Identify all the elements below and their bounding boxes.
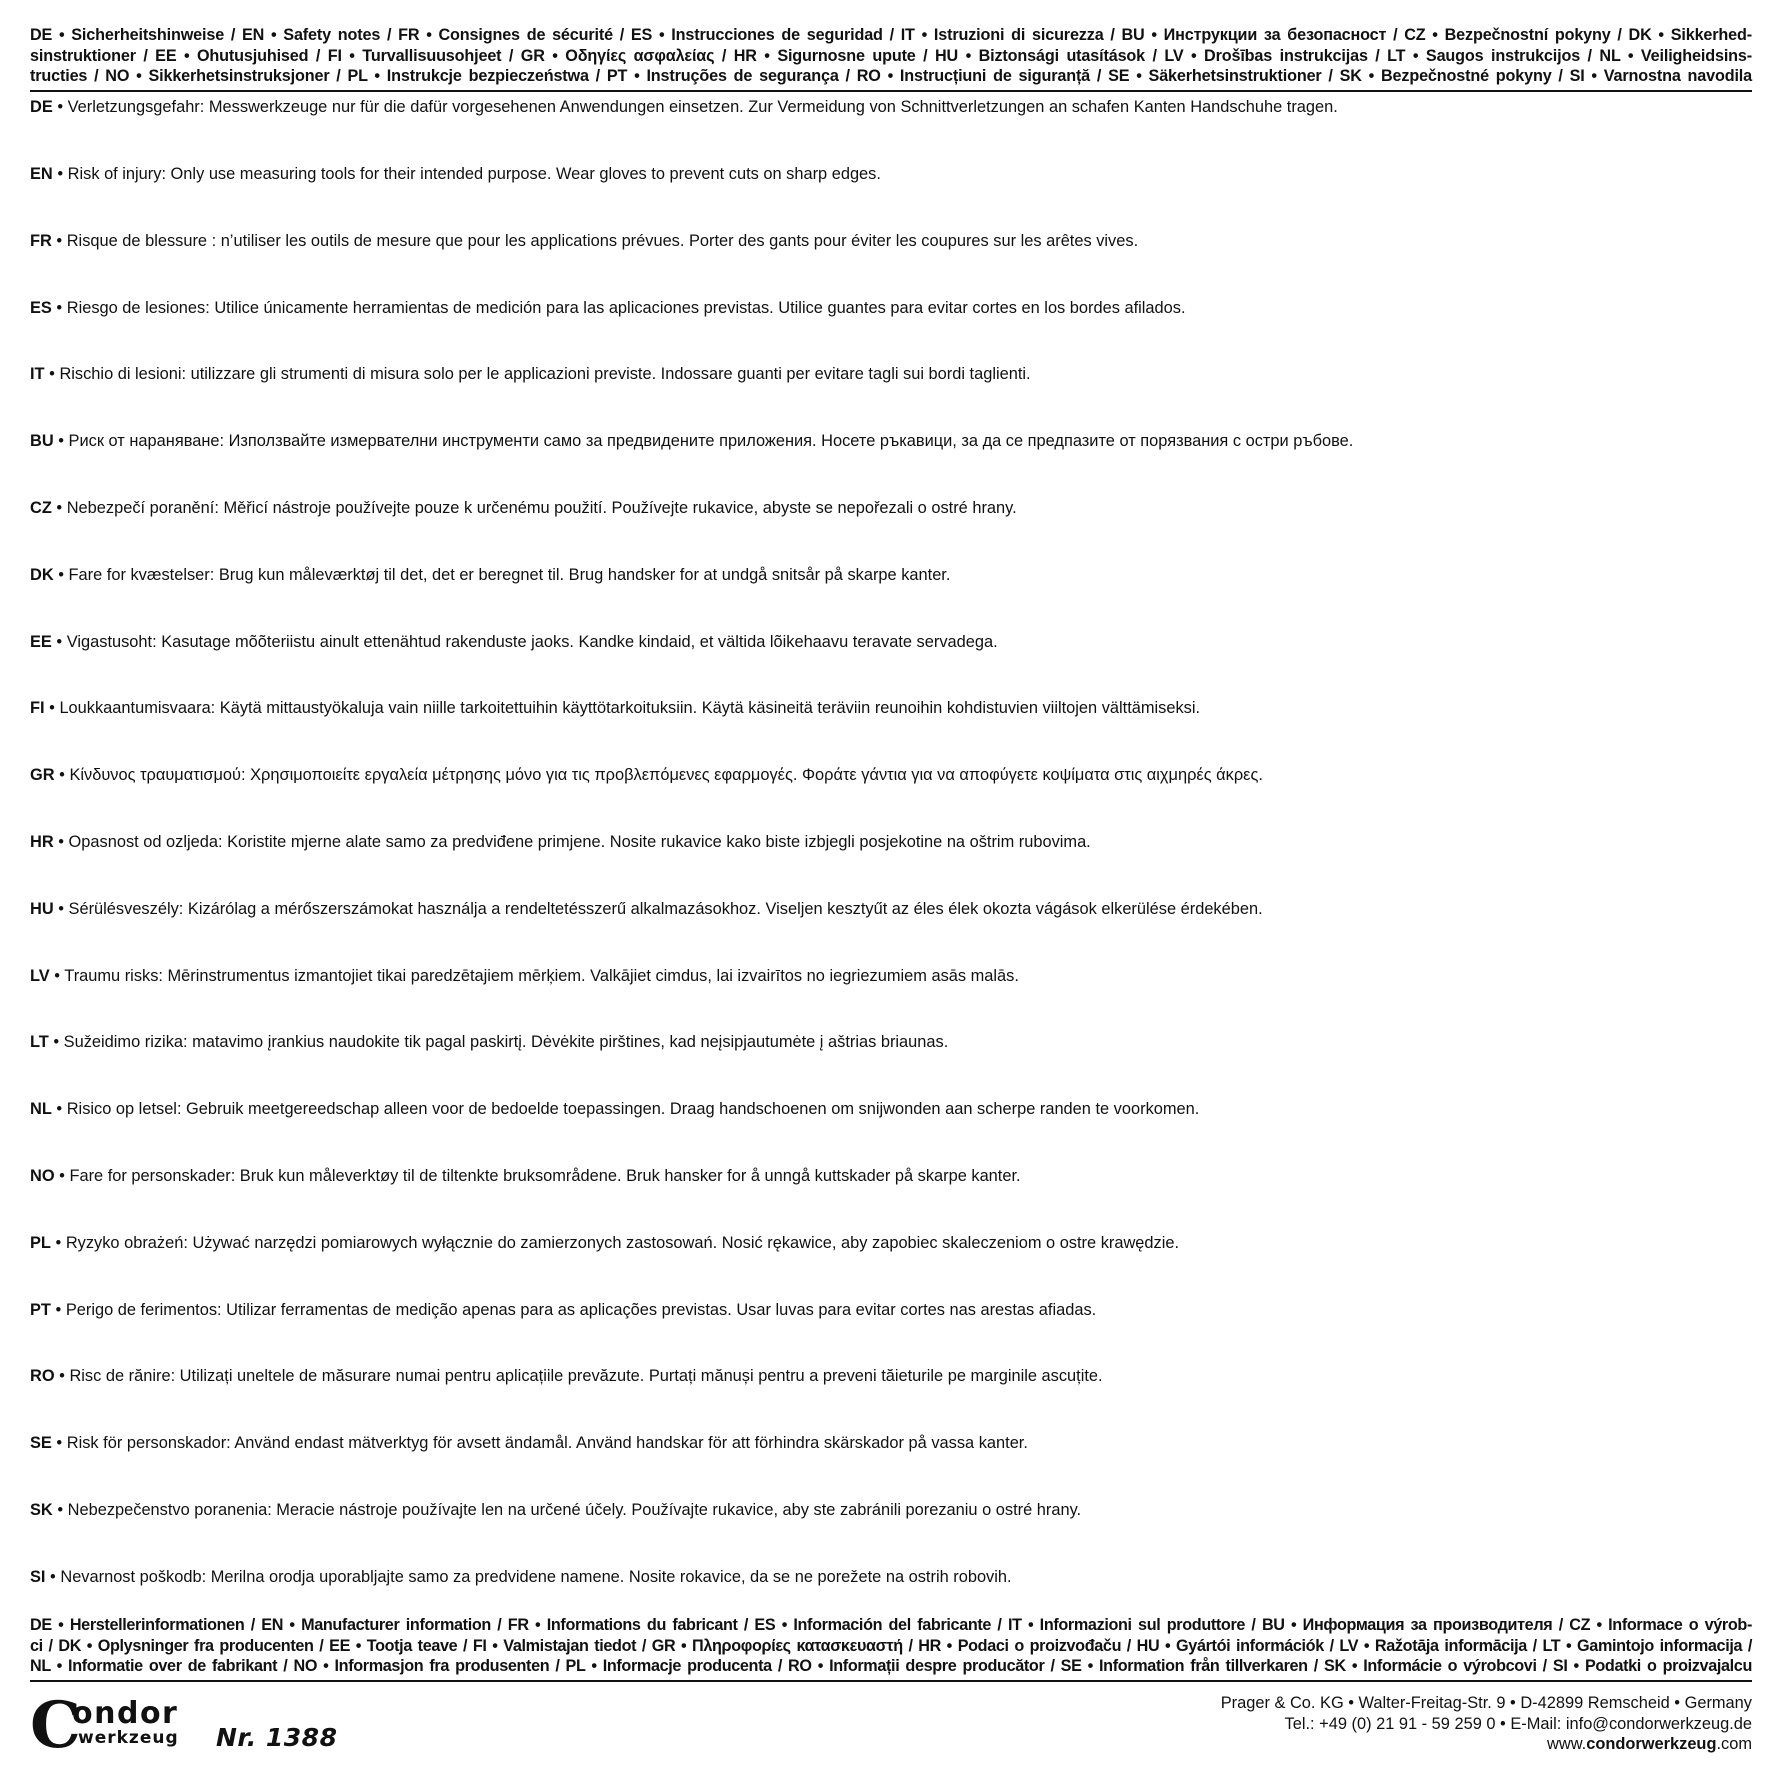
- safety-note-es: [30, 298, 1752, 318]
- language-code: ES: [30, 299, 52, 317]
- language-code: DE: [30, 98, 53, 116]
- bullet-icon: •: [51, 232, 67, 250]
- note-text: Rischio di lesioni: utilizzare gli strumenti di misura solo per le applicazioni previste. Indossare guanti per evitare tagli sui bordi taglienti.: [59, 365, 1031, 383]
- safety-note-lv: [30, 966, 1752, 986]
- language-code: SE: [30, 1434, 52, 1452]
- bullet-icon: •: [45, 1568, 61, 1586]
- bullet-icon: •: [50, 1301, 66, 1319]
- safety-heading: [30, 25, 1752, 87]
- language-code: FR: [30, 232, 52, 250]
- safety-note-en: [30, 164, 1752, 184]
- bullet-icon: •: [51, 499, 67, 517]
- bullet-icon: •: [54, 1367, 70, 1385]
- language-code: PT: [30, 1301, 51, 1319]
- bullet-icon: •: [51, 633, 67, 651]
- footer: [30, 1693, 1752, 1760]
- bullet-icon: •: [52, 165, 68, 183]
- safety-note-gr: [30, 765, 1752, 785]
- safety-note-dk: [30, 565, 1752, 585]
- safety-note-si: [30, 1567, 1752, 1587]
- bullet-icon: •: [53, 566, 69, 584]
- safety-note-ro: [30, 1366, 1752, 1386]
- manufacturer-address: [1221, 1693, 1752, 1755]
- safety-note-nl: [30, 1099, 1752, 1119]
- bullet-icon: •: [49, 967, 65, 985]
- safety-note-pt: [30, 1300, 1752, 1320]
- safety-note-hr: [30, 832, 1752, 852]
- note-text: Risk för personskador: Använd endast mätverktyg för avsett ändamål. Använd handskar för att förhindra skärskador på vassa kanter.: [66, 1434, 1028, 1452]
- bullet-icon: •: [52, 1501, 68, 1519]
- safety-note-de: [30, 97, 1752, 117]
- note-text: Риск от нараняване: Използвайте измервателни инструменти само за предвидените приложения. Носете ръкавици, за да се предпазите от порязвания с остри ръбове.: [68, 432, 1354, 450]
- safety-note-hu: [30, 899, 1752, 919]
- language-code: RO: [30, 1367, 55, 1385]
- note-text: Riesgo de lesiones: Utilice únicamente herramientas de medición para las aplicaciones previstas. Utilice guantes para evitar cortes en los bordes afilados.: [66, 299, 1186, 317]
- bullet-icon: •: [53, 900, 69, 918]
- language-code: FI: [30, 699, 45, 717]
- contact-line: Tel.: +49 (0) 21 91 - 59 259 0 • E-Mail: info@condorwerkzeug.de: [1284, 1714, 1752, 1733]
- safety-note-ee: [30, 632, 1752, 652]
- language-code: HR: [30, 833, 54, 851]
- condor-logo-icon: [30, 1695, 200, 1751]
- manufacturer-heading-line: NL • Informatie over de fabrikant / NO • Informasjon fra produsenten / PL • Informacje producenta / RO • Informații despre producător / SE • Information från tillverkaren / SK • Informácie o výrobcovi / SI • Podatki o proizvajalcu: [30, 1657, 1752, 1675]
- website-domain: condorwerkzeug: [1586, 1735, 1717, 1753]
- language-code: EN: [30, 165, 53, 183]
- language-code: BU: [30, 432, 54, 450]
- bullet-icon: •: [54, 766, 70, 784]
- safety-heading-line: DE • Sicherheitshinweise / EN • Safety notes / FR • Consignes de sécurité / ES • Instrucciones de seguridad / IT • Istruzioni di sicurezza / BU • Инструкции за безопасност / CZ • Bezpečnostní pokyny / DK • Sikkerhed-: [30, 26, 1752, 44]
- safety-heading-line: sinstruktioner / EE • Ohutusjuhised / FI • Turvallisuusohjeet / GR • Οδηγίες ασφαλείας / HR • Sigurnosne upute / HU • Biztonsági utasítások / LV • Drošības instrukcijas / LT • Saugos instrukcijos / NL • Veiligheidsins-: [30, 46, 1752, 65]
- manufacturer-heading-line: DE • Herstellerinformationen / EN • Manufacturer information / FR • Informations du fabricant / ES • Información del fabricante / IT • Informazioni sul produttore / BU • Информация за производителя / CZ • Informace o výrob-: [30, 1616, 1752, 1634]
- note-text: Ryzyko obrażeń: Używać narzędzi pomiarowych wyłącznie do zamierzonych zastosowań. Nosić rękawice, aby zapobiec skaleczeniom o ostre krawędzie.: [65, 1234, 1180, 1252]
- logo-letter: C: [30, 1695, 81, 1751]
- language-code: HU: [30, 900, 54, 918]
- manufacturer-section: [30, 1615, 1752, 1682]
- bullet-icon: •: [53, 432, 69, 450]
- heading-divider: [30, 90, 1752, 92]
- manufacturer-heading: [30, 1615, 1752, 1677]
- note-text: Nebezpečí poranění: Měřicí nástroje používejte pouze k určenému použití. Používejte rukavice, abyste se nepořezali o ostré hrany.: [66, 499, 1017, 517]
- note-text: Nevarnost poškodb: Merilna orodja uporabljajte samo za predvidene namene. Nosite rokavice, da se ne porežete na ostrih robovih.: [60, 1568, 1012, 1586]
- language-code: LT: [30, 1033, 49, 1051]
- note-text: Sužeidimo rizika: matavimo įrankius naudokite tik pagal paskirtį. Dėvėkite pirštines, kad neįsipjautumėte į aštrias briaunas.: [63, 1033, 949, 1051]
- website-link[interactable]: [1221, 1734, 1752, 1755]
- language-code: DK: [30, 566, 54, 584]
- note-text: Fare for personskader: Bruk kun måleverktøy til de tiltenkte bruksområdene. Bruk hansker for å unngå kuttskader på skarpe kanter.: [69, 1167, 1021, 1185]
- safety-document: [30, 25, 1752, 1760]
- manufacturer-heading-line: ci / DK • Oplysninger fra producenten / EE • Tootja teave / FI • Valmistajan tiedot / GR • Πληροφορίες κατασκευαστή / HR • Podaci o proizvođaču / HU • Gyártói információk / LV • Ražotāja informācija / LT • Gamintojo informacija /: [30, 1636, 1752, 1655]
- website-suffix: .com: [1716, 1735, 1752, 1753]
- safety-note-lt: [30, 1032, 1752, 1052]
- language-code: SK: [30, 1501, 53, 1519]
- safety-note-it: [30, 364, 1752, 384]
- safety-note-cz: [30, 498, 1752, 518]
- note-text: Verletzungsgefahr: Messwerkzeuge nur für die dafür vorgesehenen Anwendungen einsetzen. Zur Vermeidung von Schnittverletzungen an schafen Kanten Handschuhe tragen.: [67, 98, 1338, 116]
- bullet-icon: •: [48, 1033, 64, 1051]
- logo-word-primary: ondor: [72, 1696, 179, 1731]
- bullet-icon: •: [51, 1434, 67, 1452]
- language-code: PL: [30, 1234, 51, 1252]
- safety-note-fi: [30, 698, 1752, 718]
- safety-note-sk: [30, 1500, 1752, 1520]
- manufacturer-divider: [30, 1680, 1752, 1682]
- product-number: Nr. 1388: [216, 1723, 338, 1752]
- language-code: LV: [30, 967, 50, 985]
- note-text: Risico op letsel: Gebruik meetgereedschap alleen voor de bedoelde toepassingen. Draag handschoenen om snijwonden aan scherpe randen te voorkomen.: [66, 1100, 1200, 1118]
- note-text: Sérülésveszély: Kizárólag a mérőszerszámokat használja a rendeltetésszerű alkalmazásokhoz. Viseljen kesztyűt az éles élek okozta vágások elkerülése érdekében.: [68, 900, 1263, 918]
- bullet-icon: •: [51, 1100, 67, 1118]
- bullet-icon: •: [54, 1167, 70, 1185]
- language-code: GR: [30, 766, 55, 784]
- bullet-icon: •: [50, 1234, 66, 1252]
- note-text: Opasnost od ozljeda: Koristite mjerne alate samo za predviđene primjene. Nosite rukavice kako biste izbjegli posjekotine na oštrim rubovima.: [68, 833, 1091, 851]
- website-prefix: www.: [1547, 1735, 1587, 1753]
- note-text: Κίνδυνος τραυματισμού: Χρησιμοποιείτε εργαλεία μέτρησης μόνο για τις προβλεπόμενες εφαρμογές. Φοράτε γάντια για να αποφύγετε κοψίματα στις αιχμηρές άκρες.: [69, 766, 1263, 784]
- language-code: IT: [30, 365, 45, 383]
- safety-note-no: [30, 1166, 1752, 1186]
- note-text: Risque de blessure : n’utiliser les outils de mesure que pour les applications prévues. Porter des gants pour éviter les coupures sur les arêtes vives.: [66, 232, 1139, 250]
- note-text: Fare for kvæstelser: Brug kun måleværktøj til det, det er beregnet til. Brug handsker for at undgå snitsår på skarpe kanter.: [68, 566, 951, 584]
- language-code: NL: [30, 1100, 52, 1118]
- note-text: Risc de rănire: Utilizați uneltele de măsurare numai pentru aplicațiile prevăzute. Purtați mănuși pentru a preveni tăieturile pe marginile ascuțite.: [69, 1367, 1103, 1385]
- safety-heading-line: tructies / NO • Sikkerhetsinstruksjoner / PL • Instrukcje bezpieczeństwa / PT • Instruções de segurança / RO • Instrucțiuni de siguranță / SE • Säkerhetsinstruktioner / SK • Bezpečnostné pokyny / SI • Varnostna navodila: [30, 67, 1752, 85]
- language-code: CZ: [30, 499, 52, 517]
- safety-note-se: [30, 1433, 1752, 1453]
- language-code: SI: [30, 1568, 46, 1586]
- bullet-icon: •: [44, 699, 60, 717]
- note-text: Perigo de ferimentos: Utilizar ferramentas de medição apenas para as aplicações previstas. Usar luvas para evitar cortes nas arestas afiadas.: [65, 1301, 1097, 1319]
- logo-word-secondary: werkzeug: [78, 1728, 179, 1748]
- note-text: Nebezpečenstvo poranenia: Meracie nástroje používajte len na určené účely. Používajte rukavice, aby ste zabránili porezaniu o ostré hrany.: [67, 1501, 1082, 1519]
- bullet-icon: •: [52, 98, 68, 116]
- safety-note-fr: [30, 231, 1752, 251]
- language-code: NO: [30, 1167, 55, 1185]
- note-text: Risk of injury: Only use measuring tools for their intended purpose. Wear gloves to prevent cuts on sharp edges.: [67, 165, 881, 183]
- safety-note-pl: [30, 1233, 1752, 1253]
- note-text: Loukkaantumisvaara: Käytä mittaustyökaluja vain niille tarkoitettuihin käyttötarkoituksiin. Käytä käsineitä teräviin reunoihin kohdistuvien viiltojen välttämiseksi.: [59, 699, 1201, 717]
- note-text: Traumu risks: Mērinstrumentus izmantojiet tikai paredzētajiem mērķiem. Valkājiet cimdus, lai izvairītos no iegriezumiem asās malās.: [64, 967, 1019, 985]
- address-line: Prager & Co. KG • Walter-Freitag-Str. 9 • D-42899 Remscheid • Germany: [1220, 1694, 1752, 1712]
- language-code: EE: [30, 633, 52, 651]
- bullet-icon: •: [44, 365, 60, 383]
- bullet-icon: •: [51, 299, 67, 317]
- bullet-icon: •: [53, 833, 69, 851]
- safety-note-bu: [30, 431, 1752, 451]
- note-text: Vigastusoht: Kasutage mõõteriistu ainult ettenähtud rakenduste jaoks. Kandke kindaid, et vältida lõikehaavu teravate servadega.: [66, 633, 998, 651]
